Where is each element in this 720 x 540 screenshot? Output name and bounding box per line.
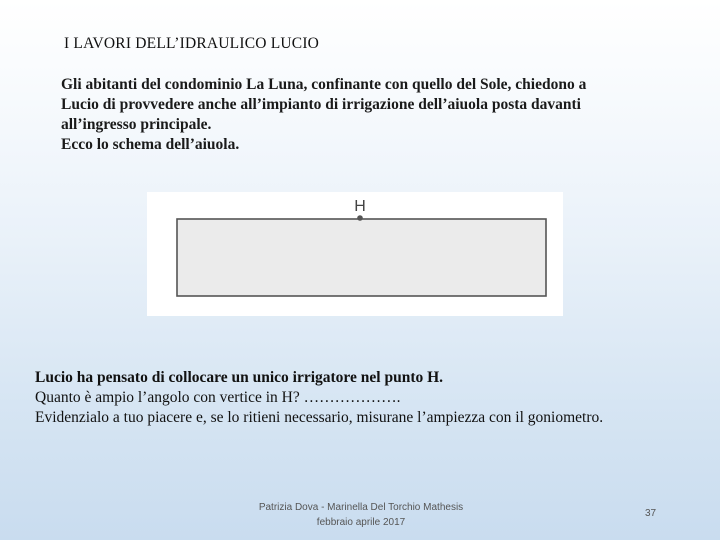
question-line-1: Lucio ha pensato di collocare un unico irrigatore nel punto H.	[35, 369, 444, 386]
footer-authors: Patrizia Dova - Marinella Del Torchio Mathesis	[258, 502, 464, 513]
point-h-label: H	[354, 198, 366, 215]
intro-line-4: Ecco lo schema dell’aiuola.	[61, 136, 240, 153]
slide-title: I LAVORI DELL’IDRAULICO LUCIO	[64, 35, 320, 52]
point-h-marker	[357, 215, 363, 221]
question-line-3: Evidenzialo a tuo piacere e, se lo ritieni necessario, misurane l’ampiezza con il goniometro.	[35, 409, 604, 426]
intro-line-1: Gli abitanti del condominio La Luna, confinante con quello del Sole, chiedono a	[61, 76, 587, 93]
page-number: 37	[645, 508, 657, 519]
questions-block	[35, 368, 715, 428]
intro-line-3: all’ingresso principale.	[61, 116, 212, 133]
flowerbed-figure	[147, 192, 563, 316]
flowerbed-diagram	[147, 192, 563, 316]
question-line-2: Quanto è ampio l’angolo con vertice in H? ……………….	[35, 389, 401, 406]
intro-line-2: Lucio di provvedere anche all’impianto di irrigazione dell’aiuola posta davanti	[61, 96, 581, 113]
footer-date: febbraio aprile 2017	[316, 517, 406, 528]
footer-credits	[236, 500, 486, 530]
flowerbed-rectangle	[177, 219, 546, 296]
intro-paragraph	[61, 75, 701, 155]
